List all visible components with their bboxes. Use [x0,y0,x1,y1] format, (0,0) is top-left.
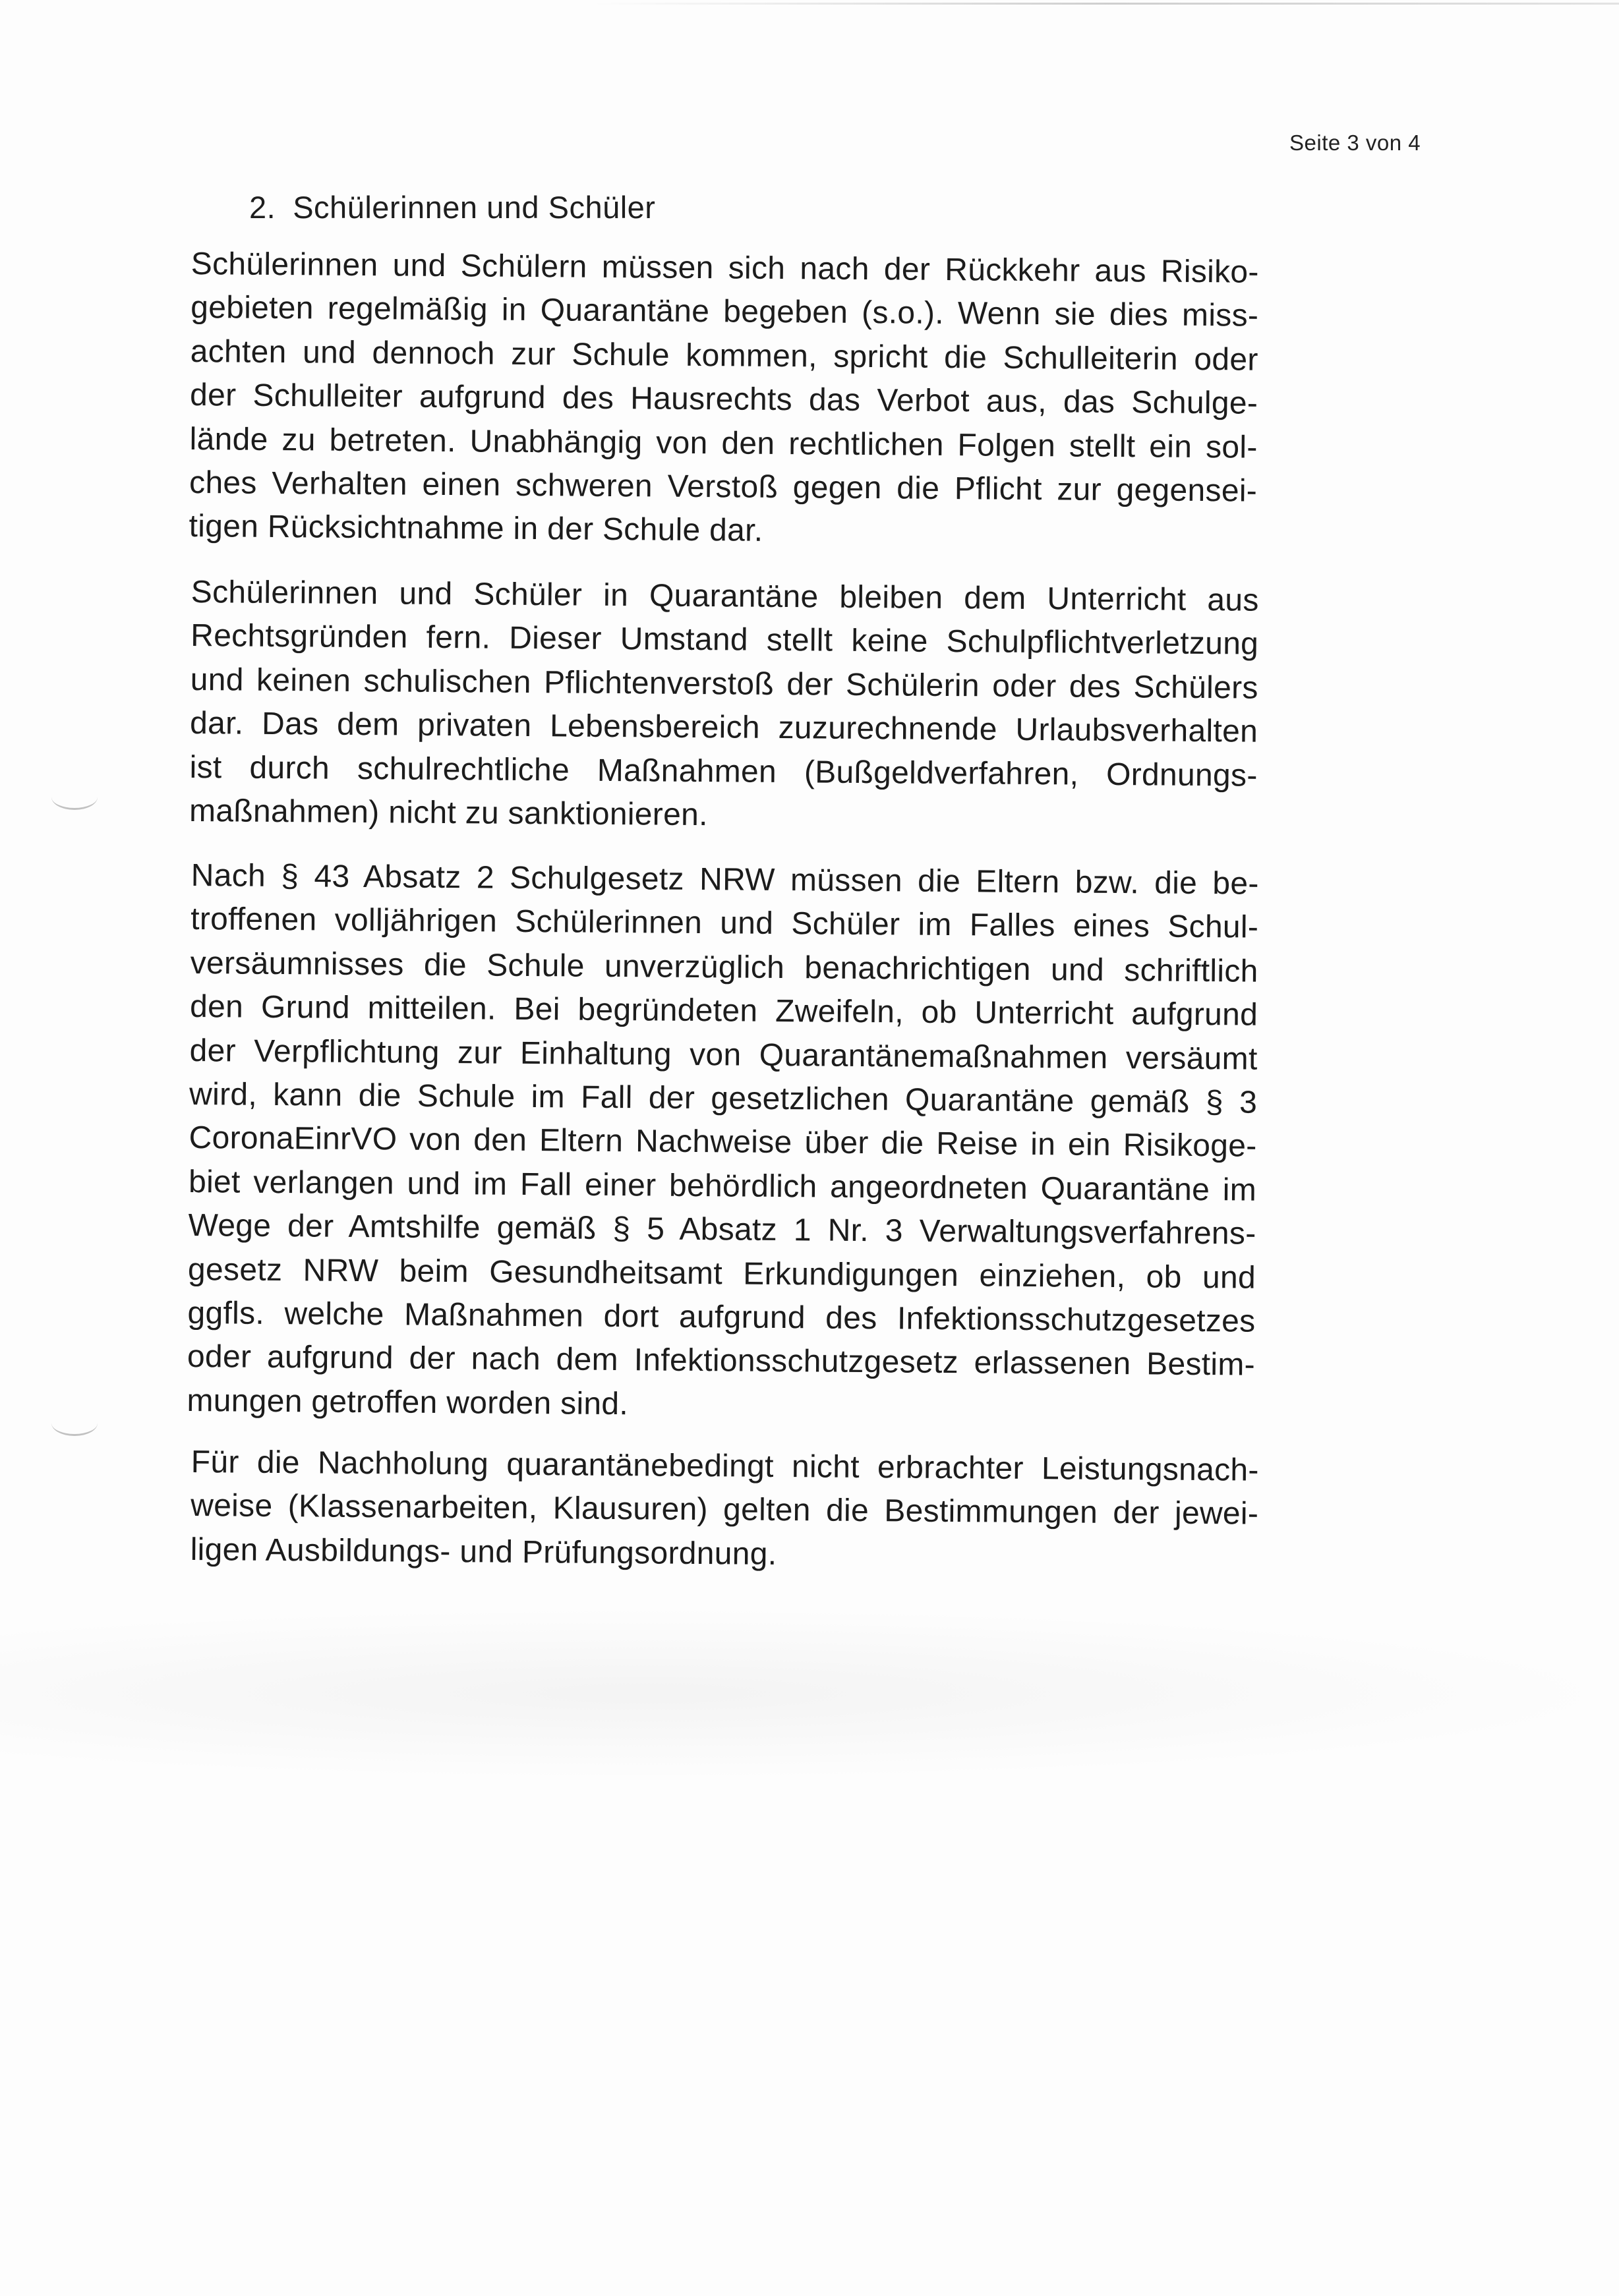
text-line: oder aufgrund der nach dem Infektionsschutzgesetz erlassenen Bestim- [187,1339,1256,1383]
scan-shadow [0,1608,1619,1779]
section-heading [249,189,655,225]
text-line: und keinen schulischen Pflichtenverstoß der Schülerin oder des Schülers [190,662,1258,706]
page-number: Seite 3 von 4 [1289,130,1421,155]
paragraph-return-from-risk-areas [189,243,1259,558]
text-line: biet verlangen und im Fall einer behördlich angeordneten Quarantäne im [188,1164,1257,1208]
text-line: Schülerinnen und Schülern müssen sich nach der Rückkehr aus Risiko- [191,246,1259,290]
text-line: den Grund mitteilen. Bei begründeten Zweifeln, ob Unterricht aufgrund [189,989,1258,1033]
section-title: Schülerinnen und Schüler [293,190,656,225]
text-line: achten und dennoch zur Schule kommen, spricht die Schulleiterin oder [190,333,1258,378]
text-line: dar. Das dem privaten Lebensbereich zuzurechnende Urlaubsverhalten [189,706,1258,749]
text-line: der Schulleiter aufgrund des Hausrechts das Verbot aus, das Schulge- [189,378,1258,421]
text-line: Für die Nachholung quarantänebedingt nicht erbrachter Leistungsnach- [191,1444,1259,1488]
text-line: lände zu betreten. Unabhängig von den rechtlichen Folgen stellt ein sol- [189,421,1258,465]
text-line: Nach § 43 Absatz 2 Schulgesetz NRW müssen die Eltern bzw. die be- [191,857,1259,902]
punch-hole-mark [51,784,98,810]
paragraph-quarantine-absence [189,571,1259,842]
text-line: versäumnisses die Schule unverzüglich benachrichtigen und schriftlich [190,945,1258,989]
scan-edge-line [593,3,1619,5]
text-line: weise (Klassenarbeiten, Klausuren) gelten die Bestimmungen der jewei- [191,1488,1259,1532]
text-line: mungen getroffen worden sind. [187,1383,629,1422]
text-line: der Verpflichtung zur Einhaltung von Quarantänemaßnahmen versäumt [189,1033,1258,1077]
text-line: gebieten regelmäßig in Quarantäne begeben (s.o.). Wenn sie dies miss- [191,290,1259,334]
text-line: ist durch schulrechtliche Maßnahmen (Bußgeldverfahren, Ordnungs- [189,749,1258,793]
text-line: Rechtsgründen fern. Dieser Umstand stellt keine Schulpflichtverletzung [191,618,1259,662]
text-line: gesetz NRW beim Gesundheitsamt Erkundigungen einziehen, ob und [187,1251,1256,1296]
section-number: 2. [249,190,276,225]
text-line: ggfls. welche Maßnahmen dort aufgrund des Infektionsschutzgesetzes [187,1296,1256,1339]
punch-hole-mark [51,1410,98,1436]
paragraph-makeup-assessments [190,1441,1259,1580]
text-line: wird, kann die Schule im Fall der gesetzlichen Quarantäne gemäß § 3 [189,1077,1258,1120]
text-line: troffenen volljährigen Schülerinnen und Schüler im Falles eines Schul- [191,902,1259,946]
text-line: ches Verhalten einen schweren Verstoß gegen die Pflicht zur gegensei- [189,465,1258,509]
text-line: Schülerinnen und Schüler in Quarantäne bleiben dem Unterricht aus [191,574,1259,618]
paragraph-school-law-notification [187,854,1259,1431]
text-line: CoronaEinrVO von den Eltern Nachweise über die Reise in ein Risikoge- [189,1120,1257,1164]
text-line: Wege der Amtshilfe gemäß § 5 Absatz 1 Nr. 3 Verwaltungsverfahrens- [188,1208,1256,1251]
text-line: maßnahmen) nicht zu sanktionieren. [189,793,708,833]
text-line: tigen Rücksichtnahme in der Schule dar. [189,509,763,549]
text-line: ligen Ausbildungs- und Prüfungsordnung. [190,1532,777,1572]
